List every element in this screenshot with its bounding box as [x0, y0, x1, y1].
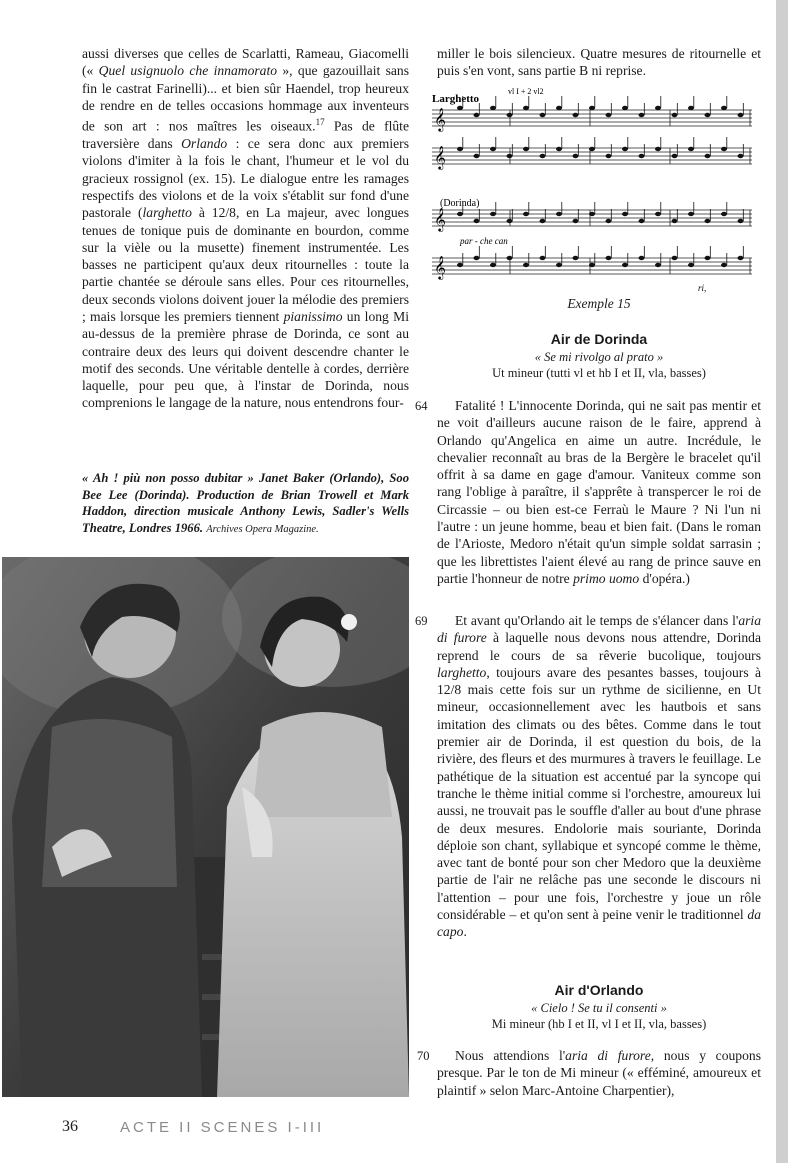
lyrics: par - che can — [460, 236, 508, 246]
music-note — [688, 147, 694, 151]
music-note — [556, 106, 562, 110]
music-note — [556, 147, 562, 151]
music-note — [655, 263, 661, 267]
music-note — [457, 263, 463, 267]
air-orlando-heading — [437, 981, 761, 1033]
section-69-text: Et avant qu'Orlando ait le temps de s'élancer dans l'aria di furore à laquelle nous devons nous attendre, Dorinda reprend le cours de sa rêverie bucolique, toujours larghetto, toujours avare des pesantes basses, toujours à 12/8 mais cette fois sur un rythme de sicilienne, en Ut mineur, occasionnellement avec les hautbois et sans imitation des climats ou des bêtes. Comme dans le tout premier air de Dorinda, il est question du bois, de la rivière, des fleurs et des murmures à travers le feuillage. Le pathétique de la situation est accentué par la syncope qui tranche le thème initial comme si l'orchestre, amoureux lui aussi, ne trouvait pas le souffle d'aller au bout d'une phrase de deux mesures. Endolorie mais souriante, Dorinda déploie son chant, syllabique et syncopé comme le thème, avec tant de bonté pour son cher Medoro que la deuxième partie de l'air ne relâche pas une seconde le discours ni l'attention – pour une fois, l'orchestre y joue un rôle considérable – et qu'on sent à peine venir le traditionnel da capo. — [437, 613, 761, 940]
music-note — [738, 154, 744, 158]
section-64-text: Fatalité ! L'innocente Dorinda, qui ne sait pas mentir et ne voit d'ailleurs aucune raison de le faire, apprend à Orlando qu'Angelica en aime un autre. Incrédule, le chevalier reconnaît au bras de la Bergère le bracelet qu'il offrit à sa dame en gage d'amour. Vaniteux comme son rang l'oblige à paraître, il s'apprête à transpercer le roi de Circassie – ou bien est-ce Ferraù le Maure ? Ni l'un ni l'autre : un jeune homme, beau et bien fait. (Dans le roman de l'Arioste, Medoro n'était qu'un simple soldat sarrasin ; que les librettistes l'aient élevé au rang de prince sauve en partie l'honneur de notre primo uomo d'opéra.) — [437, 398, 761, 586]
music-note — [672, 154, 678, 158]
air-instrumentation: Ut mineur (tutti vl et hb I et II, vla, basses) — [492, 366, 706, 380]
air-title: Air de Dorinda — [550, 331, 648, 347]
treble-clef-icon: 𝄞 — [434, 107, 446, 131]
music-note — [721, 106, 727, 110]
music-note — [457, 106, 463, 110]
music-note — [655, 147, 661, 151]
music-note — [639, 219, 645, 223]
music-note — [721, 147, 727, 151]
music-note — [688, 106, 694, 110]
air-title: Air d'Orlando — [554, 982, 644, 998]
music-note — [622, 147, 628, 151]
right-column-intro: miller le bois silencieux. Quatre mesures de ritournelle et puis s'en vont, sans partie B ni reprise. — [437, 46, 761, 79]
music-note — [457, 212, 463, 216]
treble-clef-icon: 𝄞 — [434, 145, 446, 169]
air-incipit: « Se mi rivolgo al prato » — [534, 350, 664, 364]
music-note — [639, 113, 645, 117]
music-note — [556, 212, 562, 216]
left-column — [82, 45, 409, 412]
photo-caption: « Ah ! più non posso dubitar » Janet Baker (Orlando), Soo Bee Lee (Dorinda). Production de Brian Trowell et Mark Haddon, direction musicale Anthony Lewis, Sadler's Wells Theatre, Londres 1966. Archives Opera Magazine. — [82, 471, 409, 535]
air-incipit: « Cielo ! Se tu il consenti » — [531, 1001, 667, 1015]
music-note — [540, 219, 546, 223]
music-note — [573, 219, 579, 223]
margin-number: 69 — [415, 614, 428, 628]
section-70-text: Nous attendions l'aria di furore, nous y coupons presque. Par le ton de Mi mineur (« efféminé, amoureux et plaintif » selon Marc-Antoine Charpentier), — [437, 1048, 761, 1098]
music-note — [523, 147, 529, 151]
voice-label: (Dorinda) — [440, 198, 480, 209]
music-staff — [432, 137, 752, 170]
music-note — [556, 263, 562, 267]
music-note — [622, 212, 628, 216]
music-note — [639, 154, 645, 158]
music-note — [589, 263, 595, 267]
music-note — [507, 113, 513, 117]
music-note — [589, 106, 595, 110]
music-note — [523, 106, 529, 110]
music-note — [705, 113, 711, 117]
music-note — [705, 154, 711, 158]
music-note — [672, 219, 678, 223]
example-label: Exemple 15 — [567, 296, 631, 311]
music-note — [507, 154, 513, 158]
page-number: 36 — [62, 1118, 78, 1135]
music-note — [738, 256, 744, 260]
music-note — [523, 263, 529, 267]
music-note — [490, 212, 496, 216]
page-edge — [776, 0, 788, 1163]
music-note — [639, 256, 645, 260]
air-instrumentation: Mi mineur (hb I et II, vl I et II, vla, basses) — [491, 1017, 707, 1031]
music-note — [507, 219, 513, 223]
music-note — [540, 256, 546, 260]
air-dorinda-heading — [437, 330, 761, 382]
music-note — [688, 263, 694, 267]
treble-clef-icon: 𝄞 — [434, 207, 446, 231]
music-note — [474, 219, 480, 223]
music-example — [430, 88, 758, 300]
music-note — [672, 256, 678, 260]
music-note — [738, 113, 744, 117]
photo-credit: Archives Opera Magazine. — [206, 523, 319, 535]
music-note — [474, 256, 480, 260]
music-staff — [432, 96, 752, 132]
music-note — [688, 212, 694, 216]
music-note — [474, 113, 480, 117]
music-note — [622, 106, 628, 110]
music-note — [721, 212, 727, 216]
music-note — [540, 113, 546, 117]
music-note — [490, 263, 496, 267]
music-note — [705, 256, 711, 260]
music-note — [573, 154, 579, 158]
music-note — [606, 219, 612, 223]
music-note — [573, 256, 579, 260]
treble-clef-icon: 𝄞 — [434, 255, 446, 279]
music-note — [474, 154, 480, 158]
music-note — [622, 263, 628, 267]
paragraph: aussi diverses que celles de Scarlatti, Rameau, Giacomelli (« Quel usignuolo che innamorato », que gazouillait sans fin le castrat Farinelli)... et bien sûr Haendel, trop heureux de rendre en de telles occasions hommage aux inventeurs de son art : nos maîtres les oiseaux.$^{17}$ Pas de flûte traversière dans Orlando : ce sera donc aux premiers violons d'imiter à la fois le chant, l'humeur et le vol du gracieux rossignol (ex. 15). Le dialogue entre les ramages respectifs des violons et de la voix s'établit sur fond d'une pastorale (larghetto à 12/8, en La majeur, avec longues tenues de tonique puis de dominante en bourdon, comme sur la vièle ou la musette) finement instrumentée. Les basses ne participent qu'aux deux ritournelles : toute la partie chantée se déroule sans elles. Pour ces ritournelles, deux seconds violons doivent jouer la mélodie des premiers ; mais lorsque les premiers tiennent pianissimo un long Mi au-dessus de la première phrase de Dorinda, ce sont au contraire deux des leurs qui doivent descendre chanter le motif des seconds. Une véritable dentelle à cordes, derrière laquelle, pour peu que, à l'instar de Dorinda, nous comprenions le langage de la nature, nous entendrons four- — [82, 46, 409, 411]
music-note — [457, 147, 463, 151]
music-note — [606, 256, 612, 260]
music-note — [655, 212, 661, 216]
music-note — [523, 212, 529, 216]
music-staff — [432, 202, 752, 232]
music-note — [540, 154, 546, 158]
music-note — [655, 106, 661, 110]
music-note — [589, 147, 595, 151]
music-note — [573, 113, 579, 117]
music-notation — [430, 88, 758, 300]
music-note — [672, 113, 678, 117]
lyrics-end: ri, — [698, 283, 707, 293]
margin-number: 70 — [417, 1049, 430, 1063]
running-head: ACTE II SCENES I-III — [120, 1119, 325, 1136]
music-staff — [432, 246, 752, 280]
tempo-marking: Larghetto — [432, 93, 480, 105]
strings-marking: vl I + 2 vl2 — [508, 88, 544, 96]
music-note — [589, 212, 595, 216]
music-note — [507, 256, 513, 260]
footnote-ref: 17 — [315, 117, 325, 128]
music-note — [705, 219, 711, 223]
music-note — [606, 113, 612, 117]
music-note — [606, 154, 612, 158]
music-note — [490, 106, 496, 110]
music-note — [490, 147, 496, 151]
music-note — [738, 219, 744, 223]
margin-number: 64 — [415, 399, 428, 413]
music-note — [721, 263, 727, 267]
production-photo — [2, 557, 409, 1097]
